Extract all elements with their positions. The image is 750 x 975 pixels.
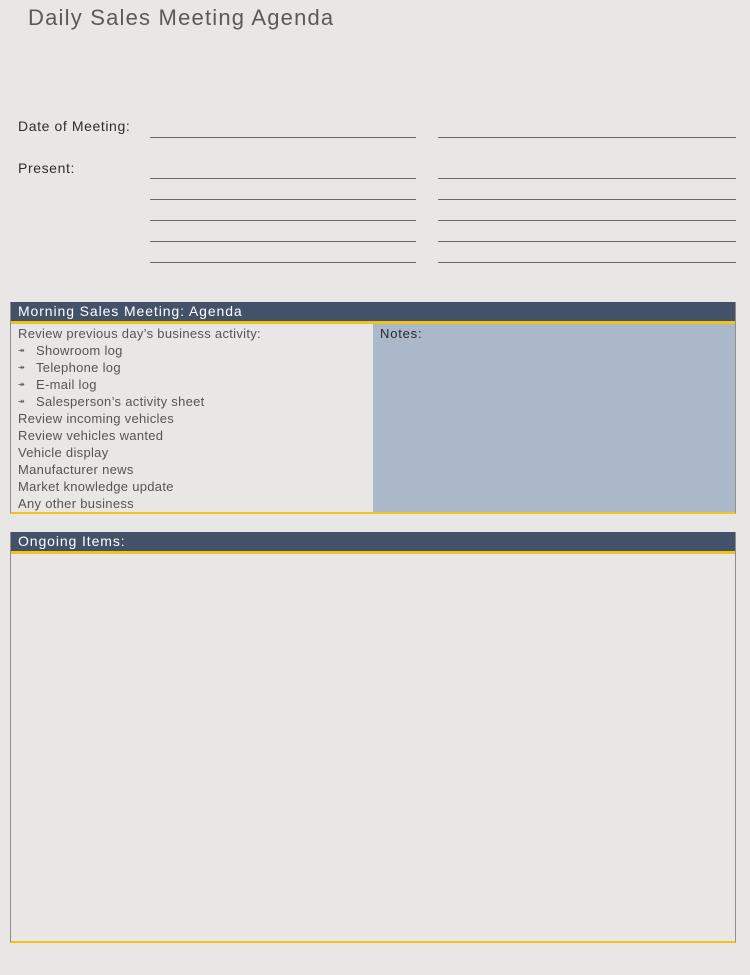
present-line-left-3[interactable] [150, 220, 416, 221]
agenda-item [18, 325, 373, 342]
agenda-item [18, 427, 373, 444]
agenda-item-text: E-mail log [36, 377, 97, 392]
agenda-item-text: Telephone log [36, 360, 121, 375]
agenda-item [18, 461, 373, 478]
present-line-right-5[interactable] [438, 262, 736, 263]
double-arrow-bullet-icon: ↠ [18, 363, 26, 372]
present-line-left-2[interactable] [150, 199, 416, 200]
agenda-item [18, 478, 373, 495]
agenda-item-text: Salesperson’s activity sheet [36, 394, 205, 409]
agenda-item [18, 359, 373, 376]
present-line-left-1[interactable] [150, 178, 416, 179]
double-arrow-bullet-icon: ↠ [18, 380, 26, 389]
agenda-item [18, 342, 373, 359]
date-line-left[interactable] [150, 137, 416, 138]
agenda-header: Morning Sales Meeting: Agenda [11, 302, 735, 324]
ongoing-header: Ongoing Items: [11, 532, 735, 554]
page-title: Daily Sales Meeting Agenda [28, 5, 335, 30]
double-arrow-bullet-icon: ↠ [18, 346, 26, 355]
present-line-right-3[interactable] [438, 220, 736, 221]
present-line-left-5[interactable] [150, 262, 416, 263]
date-line-right[interactable] [438, 137, 736, 138]
agenda-item-text: Market knowledge update [18, 479, 174, 494]
agenda-item-text: Showroom log [36, 343, 123, 358]
ongoing-notes-area[interactable] [11, 554, 735, 941]
double-arrow-bullet-icon: ↠ [18, 397, 26, 406]
agenda-body [11, 324, 735, 512]
agenda-item-text: Manufacturer news [18, 462, 134, 477]
present-line-left-4[interactable] [150, 241, 416, 242]
agenda-item-text: Review vehicles wanted [18, 428, 164, 443]
agenda-item-text: Vehicle display [18, 445, 109, 460]
present-line-right-4[interactable] [438, 241, 736, 242]
agenda-item [18, 444, 373, 461]
agenda-list [11, 324, 373, 512]
present-line-right-1[interactable] [438, 178, 736, 179]
present-label: Present: [18, 160, 75, 176]
ongoing-section [10, 532, 736, 943]
agenda-item [18, 393, 373, 410]
notes-label: Notes: [380, 326, 423, 341]
notes-panel[interactable] [373, 324, 735, 512]
agenda-item [18, 410, 373, 427]
agenda-item-text: Review incoming vehicles [18, 411, 175, 426]
agenda-item-text: Any other business [18, 496, 134, 511]
date-of-meeting-label: Date of Meeting: [18, 118, 131, 134]
agenda-item [18, 495, 373, 512]
agenda-section [10, 302, 736, 514]
agenda-item [18, 376, 373, 393]
present-line-right-2[interactable] [438, 199, 736, 200]
agenda-item-text: Review previous day’s business activity: [18, 326, 261, 341]
